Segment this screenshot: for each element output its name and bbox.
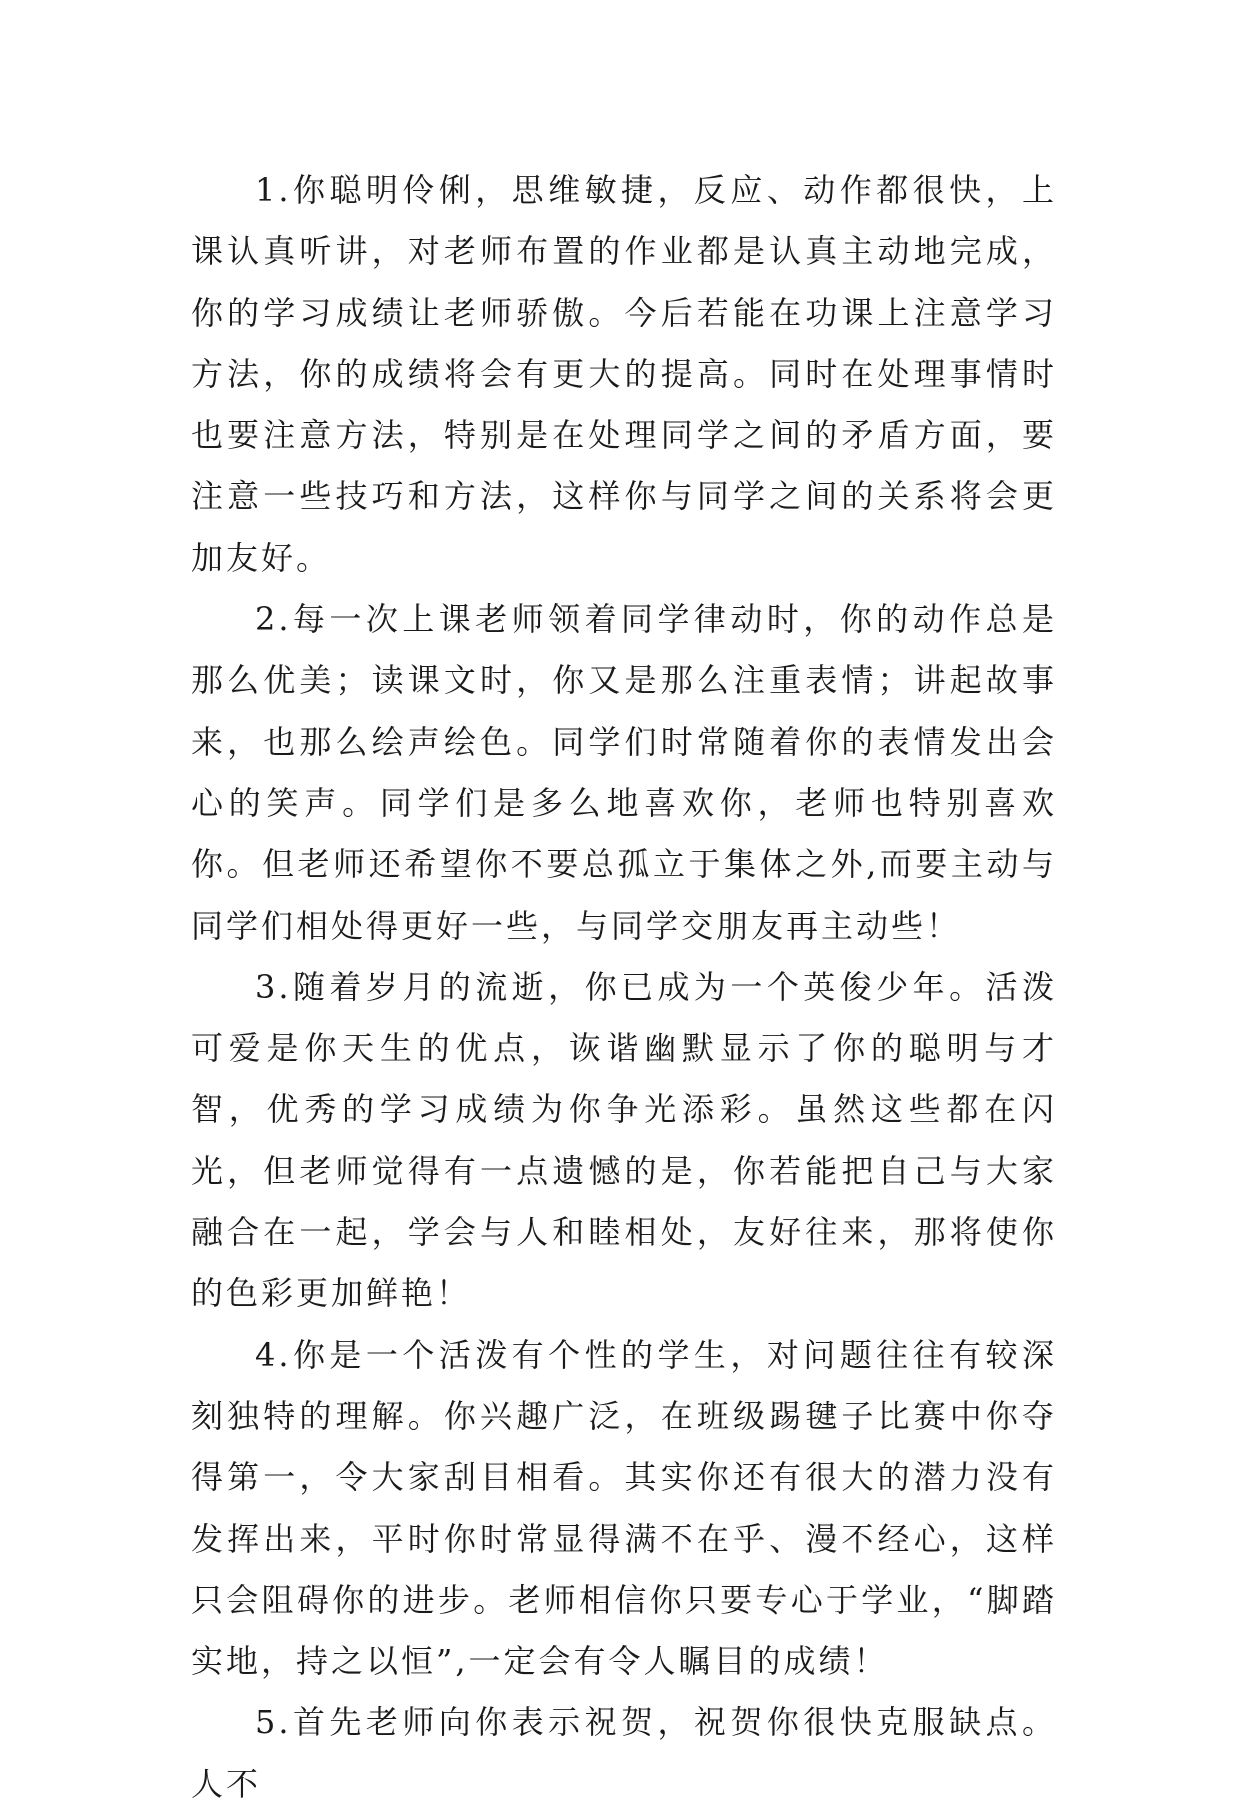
paragraph-comment-1: 1.你聪明伶俐，思维敏捷，反应、动作都很快，上课认真听讲，对老师布置的作业都是认真主动地完成，你的学习成绩让老师骄傲。今后若能在功课上注意学习方法，你的成绩将会有更大的提高。同时在处理事情时也要注意方法，特别是在处理同学之间的矛盾方面，要注意一些技巧和方法，这样你与同学之间的关系将会更加友好。 — [191, 171, 1057, 577]
document-body — [191, 160, 1057, 1815]
paragraph-comment-2: 2.每一次上课老师领着同学律动时，你的动作总是那么优美；读课文时，你又是那么注重表情；讲起故事来，也那么绘声绘色。同学们时常随着你的表情发出会心的笑声。同学们是多么地喜欢你，老师也特别喜欢你。但老师还希望你不要总孤立于集体之外,而要主动与同学们相处得更好一些，与同学交朋友再主动些！ — [191, 600, 1057, 945]
paragraph-comment-4: 4.你是一个活泼有个性的学生，对问题往往有较深刻独特的理解。你兴趣广泛，在班级踢毽子比赛中你夺得第一，令大家刮目相看。其实你还有很大的潜力没有发挥出来，平时你时常显得满不在乎、漫不经心，这样只会阻碍你的进步。老师相信你只要专心于学业，“脚踏实地，持之以恒”,一定会有令人瞩目的成绩！ — [191, 1335, 1057, 1681]
paragraph-comment-3: 3.随着岁月的流逝，你已成为一个英俊少年。活泼可爱是你天生的优点，诙谐幽默显示了你的聪明与才智，优秀的学习成绩为你争光添彩。虽然这些都在闪光，但老师觉得有一点遗憾的是，你若能把自己与大家融合在一起，学会与人和睦相处，友好往来，那将使你的色彩更加鲜艳！ — [191, 967, 1057, 1313]
paragraph-comment-5: 5.首先老师向你表示祝贺，祝贺你很快克服缺点。人不 — [191, 1703, 1057, 1803]
